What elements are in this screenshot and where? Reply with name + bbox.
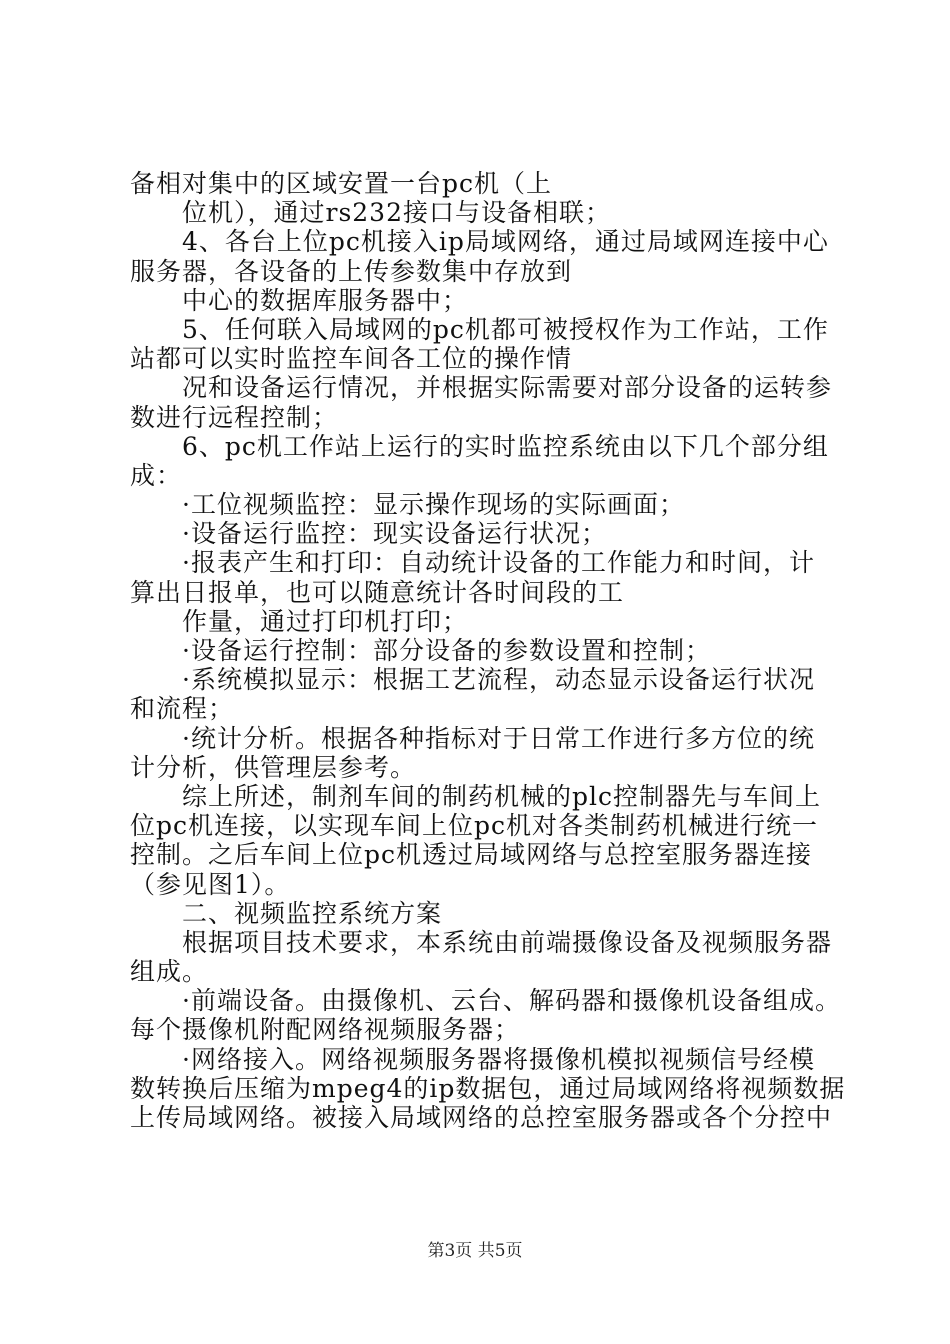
- text-line: 计分析，供管理层参考。: [130, 752, 417, 782]
- text-line: ·前端设备。由摄像机、云台、解码器和摄像机设备组成。: [182, 986, 841, 1016]
- text-line: 备相对集中的区域安置一台pc机（上: [130, 169, 553, 198]
- text-line: 根据项目技术要求，本系统由前端摄像设备及视频服务器: [182, 927, 833, 957]
- text-line: 5、任何联入局域网的pc机都可被授权作为工作站，工作: [182, 314, 829, 344]
- text-line: 作量，通过打印机打印；: [182, 606, 469, 636]
- text-line: 成：: [130, 460, 183, 490]
- text-line: 6、pc机工作站上运行的实时监控系统由以下几个部分组: [182, 431, 829, 461]
- text-line: ·工位视频监控：显示操作现场的实际画面；: [182, 490, 685, 520]
- text-line: 和流程；: [130, 694, 235, 724]
- document-body: [130, 169, 846, 1132]
- text-line: 组成。: [130, 957, 209, 987]
- text-line: 控制。之后车间上位pc机透过局域网络与总控室服务器连接: [130, 840, 813, 870]
- text-line: （参见图1）。: [130, 869, 291, 899]
- text-line: 综上所述，制剂车间的制药机械的plc控制器先与车间上: [182, 781, 822, 811]
- text-line: ·统计分析。根据各种指标对于日常工作进行多方位的统: [182, 723, 815, 753]
- text-line: 服务器，各设备的上传参数集中存放到: [130, 256, 573, 286]
- text-line: 4、各台上位pc机接入ip局域网络，通过局域网连接中心: [182, 227, 829, 257]
- text-line: 二、视频监控系统方案: [182, 898, 443, 928]
- text-line: 每个摄像机附配网络视频服务器；: [130, 1015, 521, 1045]
- text-line: 位机），通过rs232接口与设备相联；: [182, 198, 611, 228]
- text-line: 算出日报单，也可以随意统计各时间段的工: [130, 577, 625, 607]
- text-line: ·报表产生和打印：自动统计设备的工作能力和时间，计: [182, 548, 815, 578]
- text-line: ·系统模拟显示：根据工艺流程，动态显示设备运行状况: [182, 665, 815, 695]
- text-line: ·网络接入。网络视频服务器将摄像机模拟视频信号经模: [182, 1044, 815, 1074]
- text-line: 中心的数据库服务器中；: [182, 285, 469, 315]
- text-line: 位pc机连接，以实现车间上位pc机对各类制药机械进行统一: [130, 811, 819, 841]
- text-line: 上传局域网络。被接入局域网络的总控室服务器或各个分控中: [130, 1103, 833, 1132]
- text-line: 况和设备运行情况，并根据实际需要对部分设备的运转参: [182, 373, 833, 403]
- text-line: 数转换后压缩为mpeg4的ip数据包，通过局域网络将视频数据: [130, 1073, 846, 1103]
- text-line: ·设备运行监控：现实设备运行状况；: [182, 519, 607, 549]
- text-line: ·设备运行控制：部分设备的参数设置和控制；: [182, 636, 711, 665]
- page-footer: 第3页 共5页: [427, 1241, 523, 1261]
- text-line: 站都可以实时监控车间各工位的操作情: [130, 344, 573, 374]
- text-line: 数进行远程控制；: [130, 402, 339, 432]
